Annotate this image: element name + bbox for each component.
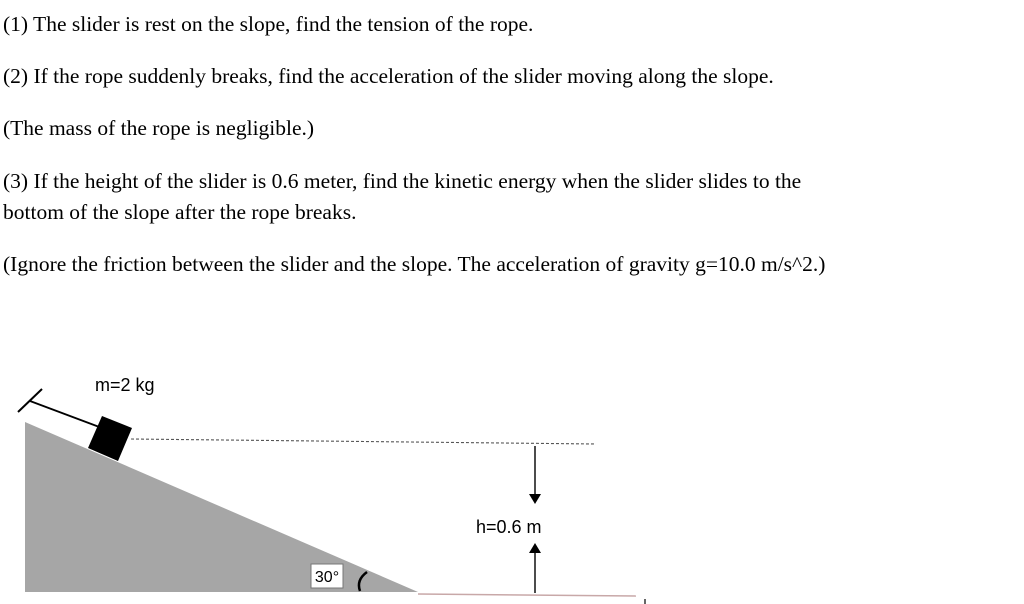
rope [30,401,102,428]
height-arrow-down-head [529,494,541,504]
question-2: (2) If the rope suddenly breaks, find the acceleration of the slider moving along the slope. [3,64,774,88]
height-reference-dashed [131,439,596,444]
question-1: (1) The slider is rest on the slope, find the tension of the rope. [3,12,534,36]
wall-anchor [18,389,42,412]
question-3-line-1: (3) If the height of the slider is 0.6 meter, find the kinetic energy when the slider slides to the [3,169,802,193]
mass-label: m=2 kg [95,375,155,395]
ground-line [418,594,636,596]
height-arrow-up-head [529,543,541,553]
incline-slope [25,422,418,592]
question-2-note: (The mass of the rope is negligible.) [3,116,315,140]
question-3-line-2: bottom of the slope after the rope breaks. [3,200,357,224]
height-label: h=0.6 m [476,517,542,537]
gravity-note: (Ignore the friction between the slider and the slope. The acceleration of gravity g=10.0 m/s^2.) [3,252,826,276]
angle-label: 30° [314,569,340,586]
